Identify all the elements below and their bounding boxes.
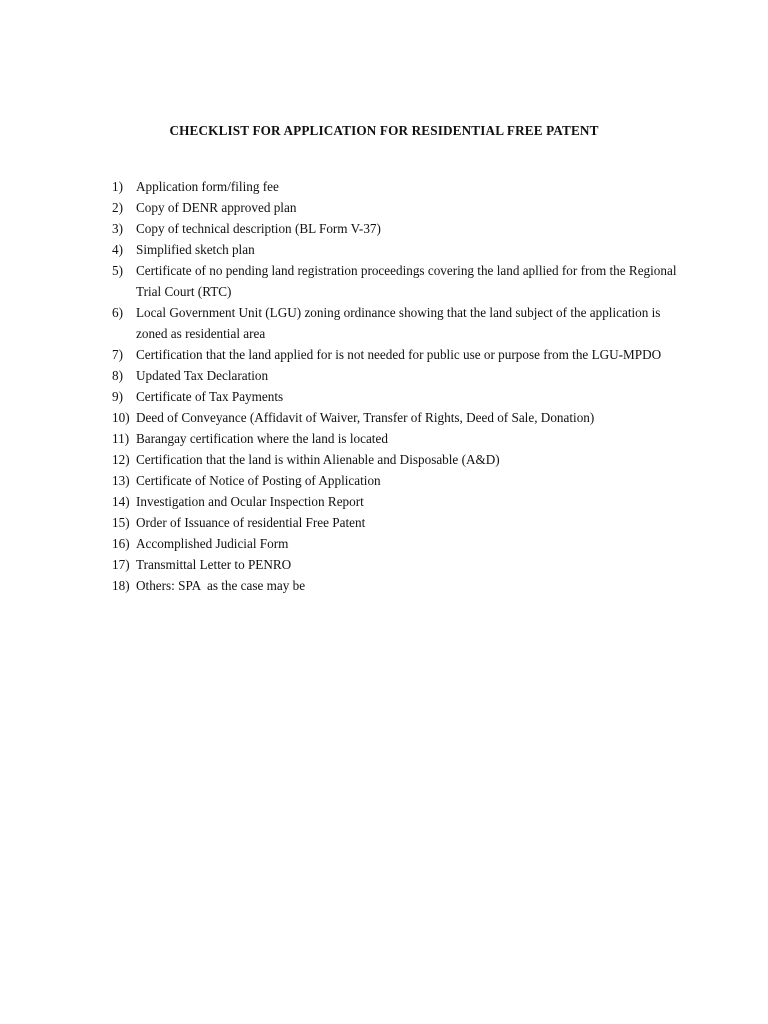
checklist-item [112, 260, 682, 302]
item-number: 6) [112, 305, 123, 320]
item-number: 2) [112, 200, 123, 215]
item-text: Simplified sketch plan [136, 242, 255, 257]
checklist-item [112, 470, 682, 491]
checklist-item [112, 575, 682, 596]
item-number: 3) [112, 221, 123, 236]
item-number: 4) [112, 242, 123, 257]
item-number: 11) [112, 431, 130, 446]
item-number: 10) [112, 410, 130, 425]
item-text: Certificate of no pending land registration proceedings covering the land apllied for from the Regional Trial Court (RTC) [136, 263, 680, 299]
checklist-item [112, 428, 682, 449]
checklist-item [112, 176, 682, 197]
checklist-item [112, 533, 682, 554]
item-number: 5) [112, 263, 123, 278]
item-text: Investigation and Ocular Inspection Report [136, 494, 364, 509]
checklist-item [112, 512, 682, 533]
checklist-item [112, 407, 682, 428]
checklist-item [112, 239, 682, 260]
item-number: 13) [112, 473, 130, 488]
checklist-item [112, 302, 682, 344]
checklist-item [112, 449, 682, 470]
checklist-item [112, 197, 682, 218]
item-number: 8) [112, 368, 123, 383]
item-text: Barangay certification where the land is located [136, 431, 388, 446]
item-number: 16) [112, 536, 130, 551]
item-text: Copy of technical description (BL Form V-37) [136, 221, 381, 236]
checklist-item [112, 554, 682, 575]
checklist [112, 176, 682, 596]
item-number: 18) [112, 578, 130, 593]
checklist-item [112, 491, 682, 512]
item-number: 17) [112, 557, 130, 572]
checklist-item [112, 344, 682, 365]
item-text: Certification that the land is within Alienable and Disposable (A&D) [136, 452, 500, 467]
item-text: Copy of DENR approved plan [136, 200, 297, 215]
item-text: Deed of Conveyance (Affidavit of Waiver, Transfer of Rights, Deed of Sale, Donation) [136, 410, 595, 425]
item-text: Local Government Unit (LGU) zoning ordinance showing that the land subject of the application is zoned as residential area [136, 305, 664, 341]
checklist-item [112, 386, 682, 407]
item-text: Updated Tax Declaration [136, 368, 269, 383]
item-number: 9) [112, 389, 123, 404]
item-text: Accomplished Judicial Form [136, 536, 289, 551]
item-number: 1) [112, 179, 123, 194]
item-number: 14) [112, 494, 130, 509]
item-text: Certification that the land applied for is not needed for public use or purpose from the LGU-MPDO [136, 347, 662, 362]
item-text: Transmittal Letter to PENRO [136, 557, 292, 572]
item-number: 12) [112, 452, 130, 467]
item-text: Certificate of Notice of Posting of Application [136, 473, 381, 488]
item-text: Certificate of Tax Payments [136, 389, 284, 404]
item-text: Others: SPA as the case may be [136, 578, 306, 593]
item-number: 15) [112, 515, 130, 530]
item-text: Order of Issuance of residential Free Patent [136, 515, 366, 530]
checklist-item [112, 365, 682, 386]
item-text: Application form/filing fee [136, 179, 279, 194]
checklist-item [112, 218, 682, 239]
document-title: CHECKLIST FOR APPLICATION FOR RESIDENTIAL FREE PATENT [169, 123, 599, 138]
item-number: 7) [112, 347, 123, 362]
